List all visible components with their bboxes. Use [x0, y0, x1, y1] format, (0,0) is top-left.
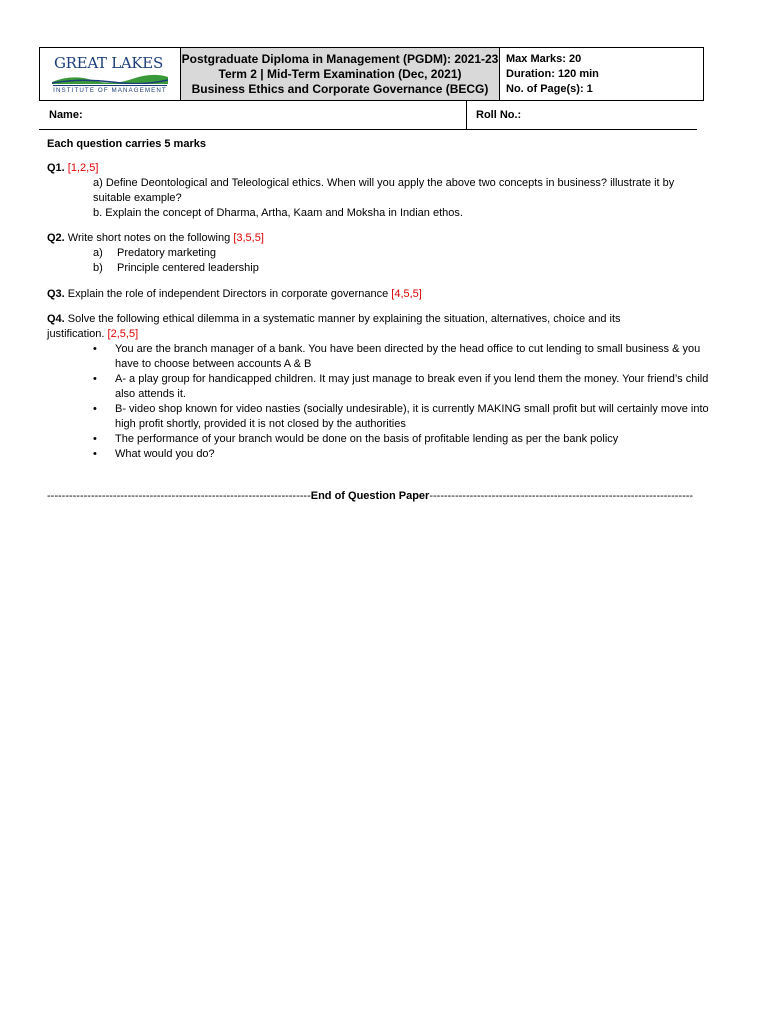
- exam-header-table: [39, 47, 704, 101]
- list-item: • The performance of your branch would be done on the basis of profitable lending as per the bank policy: [93, 433, 619, 445]
- q1-part-a-cont: suitable example?: [93, 192, 182, 204]
- term-title: Term 2 | Mid-Term Examination (Dec, 2021): [218, 66, 462, 81]
- exam-meta: [500, 48, 704, 101]
- q3-marks: [4,5,5]: [391, 288, 422, 300]
- list-item: • You are the branch manager of a bank. You have been directed by the head office to cut lending to small business & you have to choose between accounts A & B: [93, 343, 701, 370]
- student-info-row: [39, 101, 697, 130]
- instructions: Each question carries 5 marks: [47, 138, 206, 150]
- q2-text: Write short notes on the following: [67, 232, 231, 244]
- q1-number: Q1.: [47, 162, 65, 174]
- roll-label: Roll No.:: [476, 109, 522, 121]
- max-marks: Max Marks: 20: [506, 52, 582, 65]
- logo-name: GREAT LAKES: [54, 54, 163, 72]
- logo-subtitle: INSTITUTE OF MANAGEMENT: [53, 87, 167, 94]
- q4-number: Q4.: [47, 313, 65, 325]
- end-text: End of Question Paper: [310, 490, 430, 502]
- duration: Duration: 120 min: [506, 67, 599, 80]
- q3-text: Explain the role of independent Directors in corporate governance: [67, 288, 389, 300]
- page-count: No. of Page(s): 1: [506, 82, 593, 95]
- list-item: • What would you do?: [93, 448, 215, 460]
- q1-part-a: a) Define Deontological and Teleological ethics. When will you apply the above two concepts in business? illustrate it by: [93, 177, 675, 189]
- q2-number: Q2.: [47, 232, 65, 244]
- question-3: [47, 287, 727, 302]
- logo-cell: [40, 48, 181, 101]
- program-title: Postgraduate Diploma in Management (PGDM): 2021-23: [181, 51, 499, 66]
- q3-number: Q3.: [47, 288, 65, 300]
- list-item: • B- video shop known for video nasties (socially undesirable), it is currently MAKING small profit but will certainly move into high profit shortly, provided it is not closed by the authorities: [93, 403, 709, 430]
- name-label: Name:: [49, 109, 83, 121]
- q1-part-b: b. Explain the concept of Dharma, Artha, Kaam and Moksha in Indian ethos.: [93, 207, 463, 219]
- q4-marks: [2,5,5]: [107, 328, 139, 340]
- q4-text: Solve the following ethical dilemma in a systematic manner by explaining the situation, alternatives, choice and its: [67, 313, 621, 325]
- question-content: [47, 137, 727, 462]
- question-2: [47, 231, 727, 246]
- q4-bullets: [47, 342, 727, 462]
- exam-title: [181, 48, 500, 101]
- q4-text-cont: justification. [2,5,5]: [47, 328, 139, 340]
- q2-marks: [3,5,5]: [233, 232, 264, 244]
- great-lakes-logo: [50, 52, 170, 96]
- list-item: • A- a play group for handicapped children. It may just manage to break even if you lend them the money. Your friend’s child also attends it.: [93, 373, 709, 400]
- q2-item: b) Principle centered leadership: [93, 262, 259, 274]
- course-title: Business Ethics and Corporate Governance (BECG): [191, 81, 489, 96]
- row-divider: [466, 101, 467, 129]
- logo-wave-icon: [52, 74, 168, 84]
- q1-marks: [1,2,5]: [67, 162, 99, 174]
- q2-item: a) Predatory marketing: [93, 247, 217, 259]
- end-of-paper: ------------------------------------------------------------------------End of Question Paper------------------------------------------------------------------------: [47, 490, 694, 502]
- question-1: [47, 161, 727, 176]
- question-4: [47, 312, 727, 327]
